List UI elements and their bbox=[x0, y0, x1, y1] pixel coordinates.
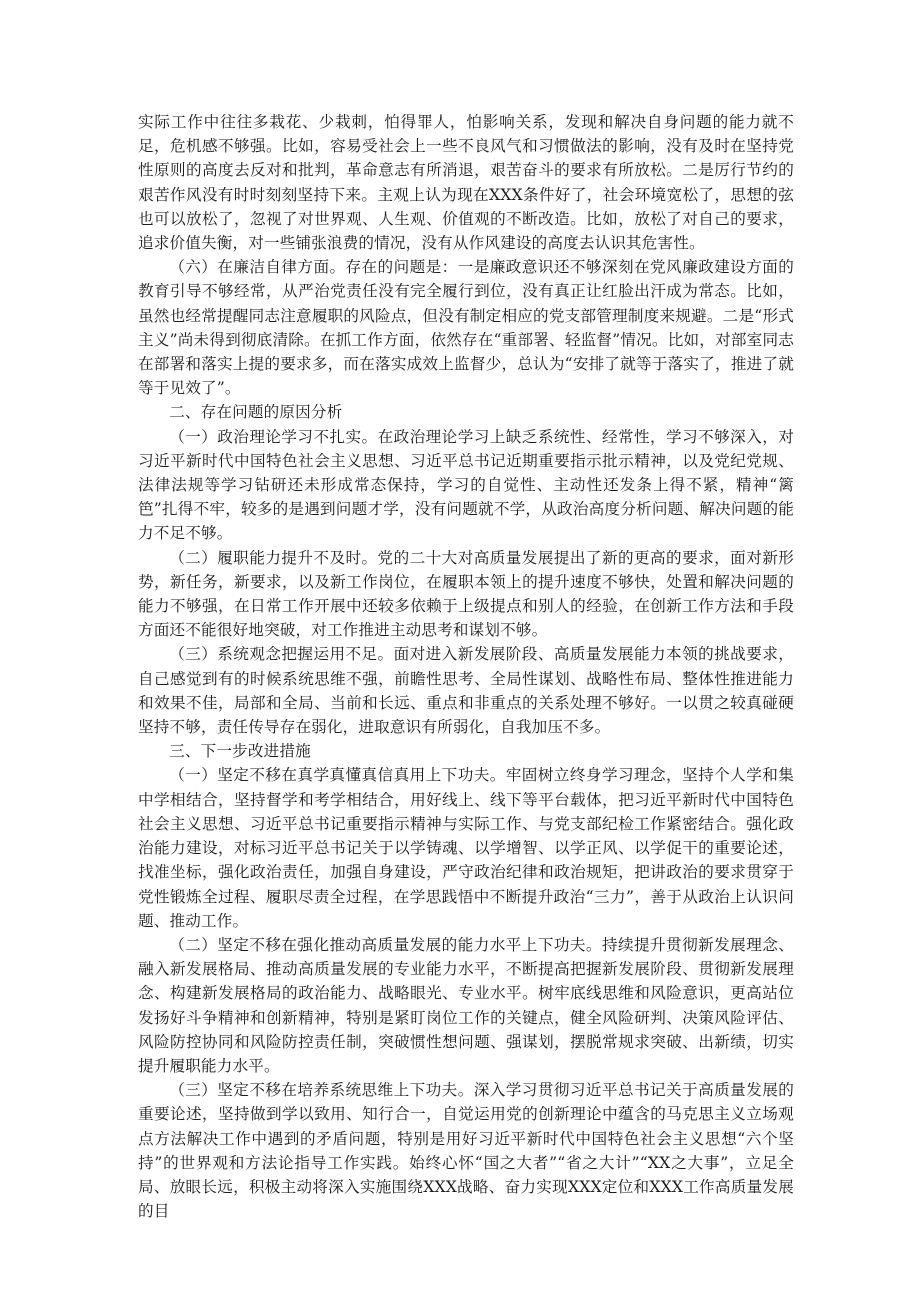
paragraph: （一）坚定不移在真学真懂真信真用上下功夫。牢固树立终身学习理念，坚持个人学和集中学相结合，坚持督学和考学相结合，用好线上、线下等平台载体，把习近平新时代中国特色社会主义思想、习近平总书记重要指示精神与实际工作、与党支部纪检工作紧密结合。强化政治能力建设，对标习近平总书记关于以学铸魂、以学增智、以学正风、以学促干的重要论述，找准坐标，强化政治责任，加强自身建设，严守政治纪律和政治规矩，把讲政治的要求贯穿于党性锻炼全过程、履职尽责全过程，在学思践悟中不断提升政治“三力”，善于从政治上认识问题、推动工作。 bbox=[138, 766, 794, 930]
paragraph: 实际工作中往往多栽花、少栽刺，怕得罪人，怕影响关系，发现和解决自身问题的能力就不足，危机感不够强。比如，容易受社会上一些不良风气和习惯做法的影响，没有及时在坚持党性原则的高度去反对和批判，革命意志有所消退，艰苦奋斗的要求有所放松。二是厉行节约的艰苦作风没有时时刻刻坚持下来。主观上认为现在XXX条件好了，社会环境宽松了，思想的弦也可以放松了，忽视了对世界观、人生观、价值观的不断改造。比如，放松了对自己的要求，追求价值失衡，对一些铺张浪费的情况，没有从作风建设的高度去认识其危害性。 bbox=[138, 113, 794, 253]
paragraph: （一）政治理论学习不扎实。在政治理论学习上缺乏系统性、经常性，学习不够深入，对习近平新时代中国特色社会主义思想、习近平总书记近期重要指示批示精神，以及党纪党规、法律法规等学习钻研还未形成常态保持，学习的自觉性、主动性还发条上得不紧，精神“篱笆”扎得不牢，较多的是遇到问题才学，没有问题就不学，从政治高度分析问题、解决问题的能力不足不够。 bbox=[138, 427, 794, 543]
paragraph: （六）在廉洁自律方面。存在的问题是：一是廉政意识还不够深刻在党风廉政建设方面的教育引导不够经常，从严治党责任没有完全履行到位，没有真正让红脸出汗成为常态。比如，虽然也经常提醒同志注意履职的风险点，但没有制定相应的党支部管理制度来规避。二是“形式主义”尚未得到彻底清除。在抓工作方面，依然存在“重部署、轻监督”情况。比如，对部室同志在部署和落实上提的要求多，而在落实成效上监督少，总认为“安排了就等于落实了，推进了就等于见效了”。 bbox=[138, 258, 794, 398]
paragraph: （三）系统观念把握运用不足。面对进入新发展阶段、高质量发展能力本领的挑战要求，自己感觉到有的时候系统思维不强，前瞻性思考、全局性谋划、战略性布局、整体性推进能力和效果不佳，局部和全局、当前和长远、重点和非重点的关系处理不够好。一以贯之较真碰硬坚持不够，责任传导存在弱化，进取意识有所弱化，自我加压不多。 bbox=[138, 645, 794, 737]
section-heading: 三、下一步改进措施 bbox=[169, 742, 311, 761]
document-body bbox=[138, 110, 794, 1223]
section-heading: 二、存在问题的原因分析 bbox=[169, 403, 343, 422]
paragraph: （二）履职能力提升不及时。党的二十大对高质量发展提出了新的更高的要求，面对新形势，新任务，新要求，以及新工作岗位，在履职本领上的提升速度不够快，处置和解决问题的能力不够强，在日常工作开展中还较多依赖于上级提点和别人的经验，在创新工作方法和手段方面还不能很好地突破，对工作推进主动思考和谋划不够。 bbox=[138, 548, 794, 640]
paragraph: （二）坚定不移在强化推动高质量发展的能力水平上下功夫。持续提升贯彻新发展理念、融入新发展格局、推动高质量发展的专业能力水平，不断提高把握新发展阶段、贯彻新发展理念、构建新发展格局的政治能力、战略眼光、专业水平。树牢底线思维和风险意识，更高站位发扬好斗争精神和创新精神，特别是紧盯岗位工作的关键点，健全风险研判、决策风险评估、风险防控协同和风险防控责任制，突破惯性想问题、强谋划，摆脱常规求突破、出新绩，切实提升履职能力水平。 bbox=[138, 935, 794, 1075]
paragraph: （三）坚定不移在培养系统思维上下功夫。深入学习贯彻习近平总书记关于高质量发展的重要论述，坚持做到学以致用、知行合一，自觉运用党的创新理论中蕴含的马克思主义立场观点方法解决工作中遇到的矛盾问题，特别是用好习近平新时代中国特色社会主义思想“六个坚持”的世界观和方法论指导工作实践。始终心怀“国之大者”“省之大计”“XX之大事”，立足全局、放眼长远，积极主动将深入实施围绕XXX战略、奋力实现XXX定位和XXX工作高质量发展的目 bbox=[138, 1081, 794, 1221]
